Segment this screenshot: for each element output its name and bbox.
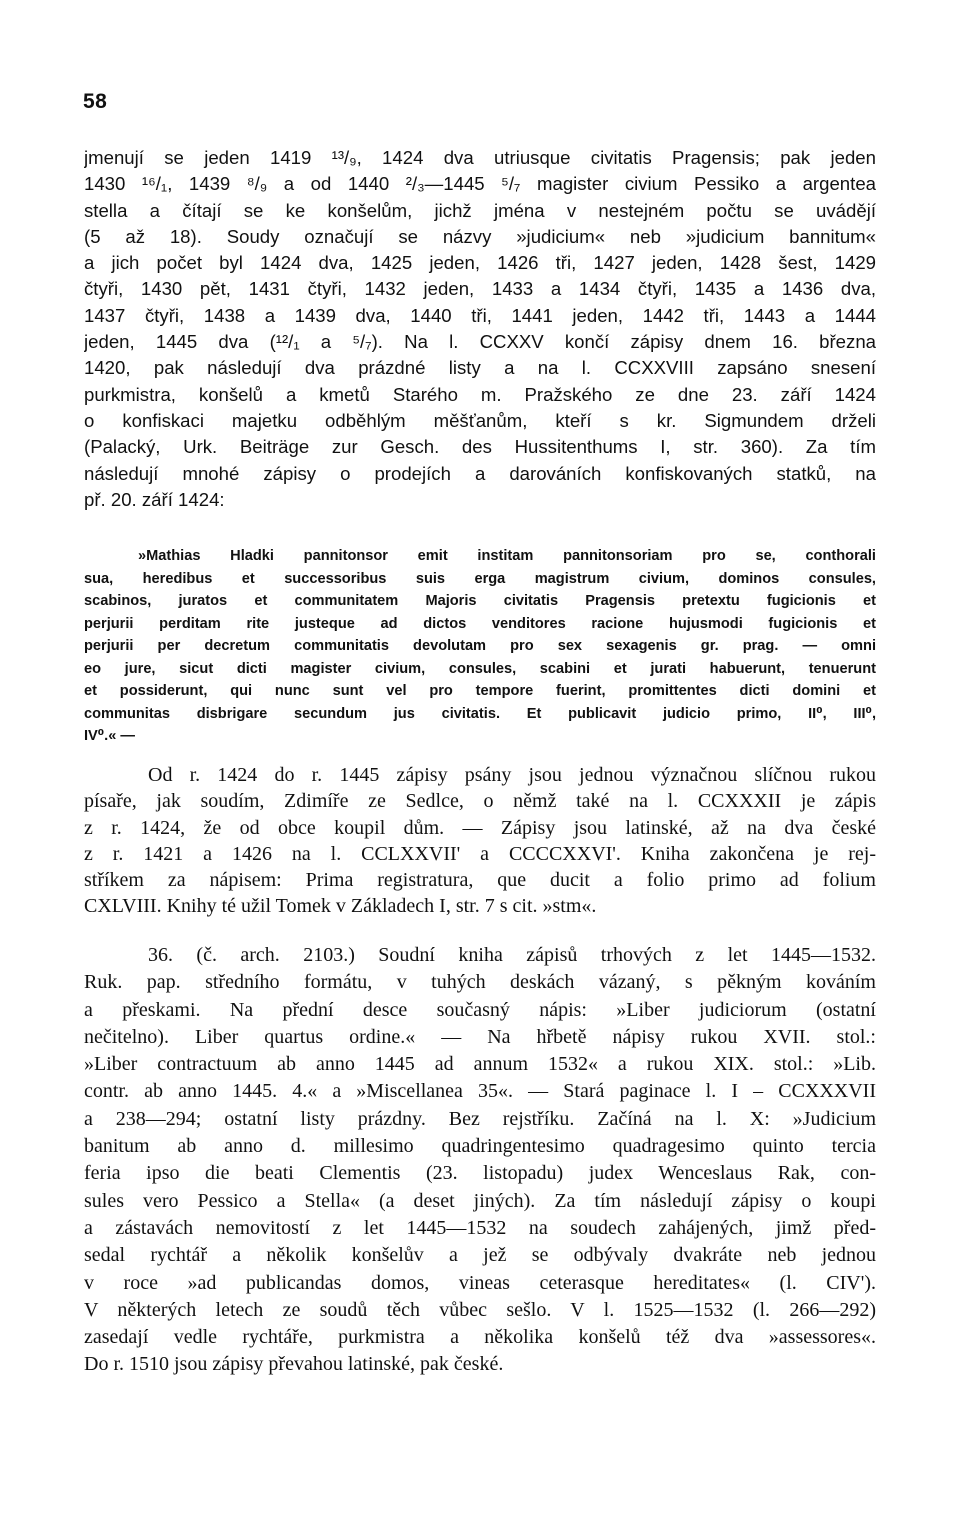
text-line: »Liber contractuum ab anno 1445 ad annum 1532« a rukou XIX. stol.: »Lib. bbox=[84, 1053, 876, 1076]
text-line: sules vero Pessico a Stella« (a deset jiných). Za tím následují zápisy o koupi bbox=[84, 1189, 876, 1212]
text-line: sedal rychtář a několik konšelův a jež se odbývaly dvakráte neb jednou bbox=[84, 1244, 876, 1267]
text-line: a jich počet byl 1424 dva, 1425 jeden, 1426 tři, 1427 jeden, 1428 šest, 1429 bbox=[84, 252, 876, 274]
quote-line: »Mathias Hladki pannitonsor emit institam pannitonsoriam pro se, conthorali bbox=[138, 548, 876, 564]
quote-line: et possiderunt, qui nunc sunt vel pro tempore fuerint, promittentes dicti domini et bbox=[84, 683, 876, 699]
quote-line: communitas disbrigare secundum jus civitatis. Et publicavit judicio primo, II⁰, III⁰, bbox=[84, 705, 876, 722]
text-line: písaře, jak soudím, Zdimíře ze Sedlce, o němž také na l. CCXXXII je zápis bbox=[84, 790, 876, 813]
text-line: (Palacký, Urk. Beiträge zur Gesch. des Hussitenthums I, str. 360). Za tím bbox=[84, 436, 876, 458]
text-line: purkmistra, konšelů a kmetů Starého m. Pražského ze dne 23. září 1424 bbox=[84, 383, 876, 405]
text-line: jeden, 1445 dva (¹²/₁ a ⁵/₇). Na l. CCXXV končí zápisy dnem 16. března bbox=[84, 331, 876, 353]
text-line: Od r. 1424 do r. 1445 zápisy psány jsou jednou význačnou slíčnou rukou bbox=[148, 764, 876, 786]
quote-line: perjurii per decretum communitatis devolutam pro sex sexagenis gr. prag. — omni bbox=[84, 638, 876, 654]
text-line: a přeskami. Na přední desce současný nápis: »Liber judiciorum (ostatní bbox=[84, 998, 876, 1021]
paragraph-1 bbox=[84, 145, 876, 513]
page-number: 58 bbox=[83, 90, 108, 113]
text-line: stella a čítají se ke konšelům, jichž jména v nestejném počtu se uvádějí bbox=[84, 199, 876, 221]
text-line: CXLVIII. Knihy té užil Tomek v Základech I, str. 7 s cit. »stm«. bbox=[84, 895, 597, 918]
text-line: čtyři, 1430 pět, 1431 čtyři, 1432 jeden, 1433 a 1434 čtyři, 1435 a 1436 dva, bbox=[84, 278, 876, 300]
text-line: následují mnohé zápisy o prodejích a darováních konfiskovaných statků, na bbox=[84, 462, 876, 484]
quote-line: sua, heredibus et successoribus suis erga magistrum civium, dominos consules, bbox=[84, 570, 876, 587]
text-line: jmenují se jeden 1419 ¹³/₉, 1424 dva utriusque civitatis Pragensis; pak jeden bbox=[84, 147, 876, 168]
text-line: banitum ab anno d. millesimo quadringentesimo quadragesimo quinto tercia bbox=[84, 1135, 876, 1158]
text-line: 1430 ¹⁶/₁, 1439 ⁸/₉ a od 1440 ²/₃—1445 ⁵/₇ magister civium Pessiko a argentea bbox=[84, 173, 876, 195]
text-line: a zástavách nemovitostí z let 1445—1532 na soudech zahájených, jimž před- bbox=[84, 1216, 876, 1239]
text-line: 1420, pak následují dva prázdné listy a na l. CCXXVIII zapsáno snesení bbox=[84, 357, 876, 379]
quote-line: IV⁰.« — bbox=[84, 728, 135, 744]
text-line: 1437 čtyři, 1438 a 1439 dva, 1440 tři, 1441 jeden, 1442 tři, 1443 a 1444 bbox=[84, 304, 876, 326]
text-line: V některých letech ze soudů těch vůbec sešlo. V l. 1525—1532 (l. 266—292) bbox=[84, 1298, 876, 1321]
text-line: a 238—294; ostatní listy prázdny. Bez rejstříku. Začíná na l. X: »Judicium bbox=[84, 1107, 876, 1130]
text-line: stříkem za nápisem: Prima registratura, que ducit a folio primo ad folium bbox=[84, 869, 876, 892]
text-line: (5 až 18). Soudy označují se názvy »judicium« neb »judicium bannitum« bbox=[84, 225, 876, 247]
text-line: v roce »ad publicandas domos, vineas ceterasque hereditates« (l. CIV'). bbox=[84, 1271, 876, 1294]
quote-line: perjurii perditam rite justeque ad dictos venditores racione hujusmodi fugicionis et bbox=[84, 615, 876, 632]
paragraph-2 bbox=[84, 762, 876, 920]
text-line: př. 20. září 1424: bbox=[84, 488, 225, 510]
text-line: o konfiskaci majetku odběhlým měšťanům, kteří s kr. Sigmundem drželi bbox=[84, 409, 876, 431]
text-line: zasedají vedle rychtáře, purkmistra a několika konšelů též dva »assessores«. bbox=[84, 1326, 876, 1349]
text-line: contr. ab anno 1445. 4.« a »Miscellanea 35«. — Stará paginace l. I – CCXXXVII bbox=[84, 1080, 876, 1103]
text-line: nečitelno). Liber quartus ordine.« — Na hřbetě nápisy rukou XVII. stol.: bbox=[84, 1025, 876, 1048]
text-line: z r. 1424, že od obce koupil dům. — Zápisy jsou latinské, až na dva české bbox=[84, 816, 876, 839]
text-line: feria ipso die beati Clementis (23. listopadu) judex Wenceslaus Rak, con- bbox=[84, 1162, 876, 1185]
text-line: z r. 1421 a 1426 na l. CCLXXVII' a CCCCXXVI'. Kniha zakončena je rej- bbox=[84, 842, 876, 865]
text-line: Ruk. pap. středního formátu, v tuhých deskách vázaný, s pěkným kováním bbox=[84, 971, 876, 994]
text-line: 36. (č. arch. 2103.) Soudní kniha zápisů trhových z let 1445—1532. bbox=[148, 944, 876, 966]
quote-line: eo jure, sicut dicti magister civium, consules, scabini et jurati habuerunt, tenuerunt bbox=[84, 660, 876, 677]
paragraph-3 bbox=[84, 942, 876, 1379]
latin-quotation bbox=[84, 545, 876, 748]
quote-line: scabinos, juratos et communitatem Majoris civitatis Pragensis pretextu fugicionis et bbox=[84, 593, 876, 609]
text-line: Do r. 1510 jsou zápisy převahou latinské, pak české. bbox=[84, 1353, 504, 1376]
